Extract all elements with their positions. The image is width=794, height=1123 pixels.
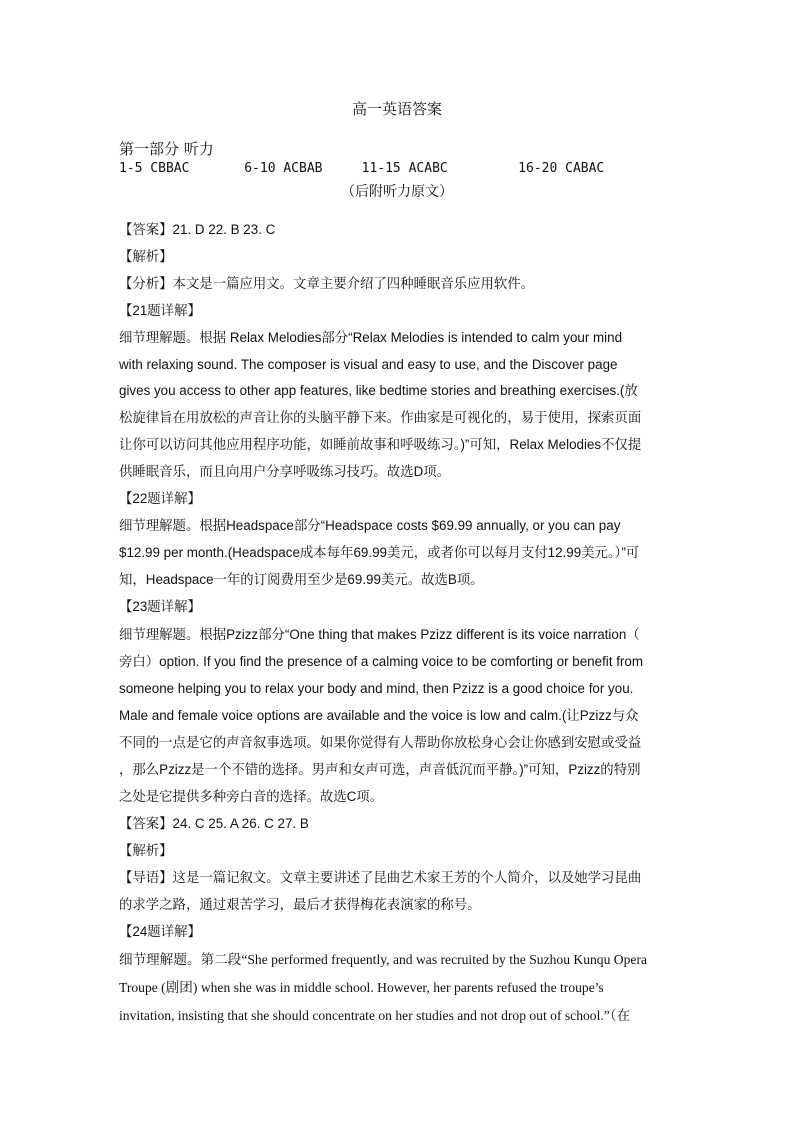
text-line: 旁白）option. If you find the presence of a calming voice to be comforting or benefit from	[119, 654, 643, 669]
text-line: Male and female voice options are available and the voice is low and calm.(让Pzizz与众	[119, 708, 639, 723]
text-line: 细节理解题。根据 Relax Melodies部分“Relax Melodies is intended to calm your mind	[119, 330, 623, 345]
text-line: 松旋律旨在用放松的声音让你的头脑平静下来。作曲家是可视化的，易于使用，探索页面	[119, 410, 642, 425]
text-line: with relaxing sound. The composer is visual and easy to use, and the Discover page	[119, 357, 618, 372]
text-line: invitation, insisting that she should concentrate on her studies and not drop out of school.”（在	[119, 1008, 631, 1023]
text-line: 之处是它提供多种旁白音的选择。故选C项。	[119, 789, 384, 804]
text-line: Troupe (剧团) when she was in middle school. However, her parents refused the troupe’s	[119, 980, 604, 995]
answer-line: 【答案】21. D 22. B 23. C	[119, 222, 276, 237]
text-line: 知，Headspace一年的订阅费用至少是69.99美元。故选B项。	[119, 572, 484, 587]
question-heading: 【23题详解】	[119, 599, 201, 614]
analysis-label: 【解析】	[119, 843, 173, 858]
text-line: 细节理解题。根据Headspace部分“Headspace costs $69.99 annually, or you can pay	[119, 518, 621, 533]
text-line: 供睡眠音乐，而且向用户分享呼吸练习技巧。故选D项。	[119, 464, 451, 479]
text-line: gives you access to other app features, like bedtime stories and breathing exercises.(放	[119, 383, 638, 398]
text-line: $12.99 per month.(Headspace成本每年69.99美元，或者你可以每月支付12.99美元。）”可	[119, 545, 640, 560]
text-line: someone helping you to relax your body and mind, then Pzizz is a good choice for you.	[119, 681, 634, 696]
answer-line: 【答案】24. C 25. A 26. C 27. B	[119, 816, 309, 831]
text-line: 的求学之路，通过艰苦学习，最后才获得梅花表演家的称号。	[119, 897, 481, 912]
analysis-label: 【解析】	[119, 249, 173, 264]
listening-answers: 1-5 CBBAC 6-10 ACBAB 11-15 ACABC 16-20 CABAC	[119, 161, 605, 176]
question-heading: 【22题详解】	[119, 491, 201, 506]
page-title: 高一英语答案	[351, 100, 442, 118]
question-heading: 【24题详解】	[119, 924, 201, 939]
text-line: 细节理解题。第二段“She performed frequently, and was recruited by the Suzhou Kunqu Opera	[119, 952, 648, 967]
text-line: 细节理解题。根据Pzizz部分“One thing that makes Pzizz different is its voice narration（	[119, 627, 640, 642]
text-line: ，那么Pzizz是一个不错的选择。男声和女声可选，声音低沉而平静。)”可知，Pzizz的特别	[119, 762, 641, 777]
appendix-note: （后附听力原文）	[341, 184, 453, 200]
text-line: 【分析】本文是一篇应用文。文章主要介绍了四种睡眠音乐应用软件。	[119, 276, 535, 291]
text-line: 【导语】这是一篇记叙文。文章主要讲述了昆曲艺术家王芳的个人简介，以及她学习昆曲	[119, 870, 642, 885]
section-heading: 第一部分 听力	[119, 140, 214, 158]
text-line: 不同的一点是它的声音叙事选项。如果你觉得有人帮助你放松身心会让你感到安慰或受益	[119, 735, 642, 750]
question-heading: 【21题详解】	[119, 303, 201, 318]
text-line: 让你可以访问其他应用程序功能，如睡前故事和呼吸练习。)”可知，Relax Melodies不仅提	[119, 437, 642, 452]
